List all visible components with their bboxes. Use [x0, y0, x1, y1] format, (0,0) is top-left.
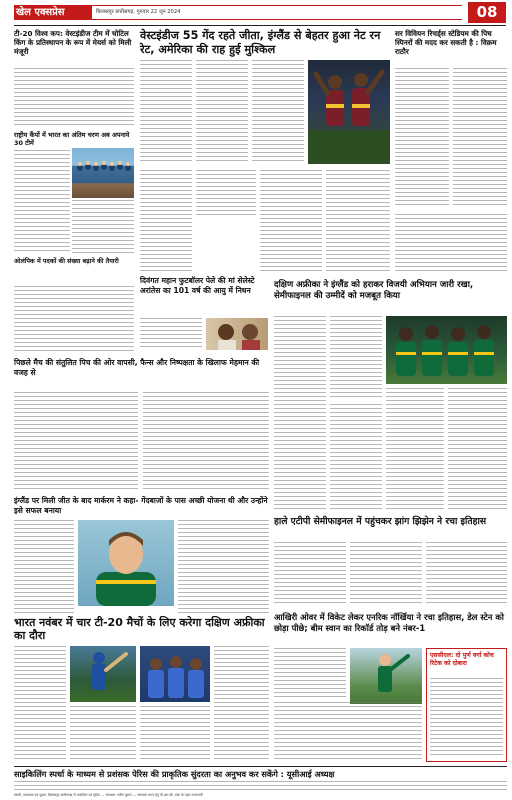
story-main-body-g — [326, 170, 390, 274]
story-olympic-body-b — [72, 200, 134, 254]
masthead-section-title: खेल एक्सप्रेस — [16, 7, 65, 18]
story-rathour-body-b — [453, 68, 507, 208]
story-sa-body-d — [448, 388, 507, 512]
story-olympic-body-a — [14, 150, 70, 212]
story-markram-body-b — [178, 520, 269, 614]
story-markram-body-a — [14, 520, 74, 614]
story-nortje-body-b — [274, 702, 422, 762]
story-india-body-b — [70, 706, 136, 762]
footer-imprint: स्वामी, प्रकाशक एवं मुद्रक: बिलासपुर छत्तीसगढ़ से प्रकाशित एवं मुद्रित — संपादक: नवीन कुमार — समाचार चयन हेतु पी.आर.बी. एक्ट के तहत उत्तरदायी — [14, 793, 203, 797]
bottom-rule — [14, 766, 507, 767]
story-olympic2-headline: ओलंपिक में पदकों की संख्या बढ़ाने की तैयारी — [14, 258, 119, 265]
story-zhang-body-c — [426, 542, 507, 606]
story-rathour-body-c — [395, 214, 507, 274]
story-rathour-headline: सर विवियन रिचर्ड्स स्टेडियम की पिच स्पिनरों की मदद कर सकती है : विक्रम राठौर — [395, 29, 497, 57]
story-pele-headline: दिवंगत महान फुटबॉलर पेले की मां सेलेस्टे अरांतेस का 101 वर्ष की आयु में निधन — [140, 276, 255, 295]
story-main-body-f — [260, 170, 322, 274]
story-main-body-a — [140, 60, 192, 164]
story-mayers-headline: टी-20 विश्व कप: वेस्टइंडीज टीम में चोटिल किंग के प्रतिस्थापन के रूप में मेयर्स को मिली मंजूरी — [14, 29, 132, 57]
story-sa-body-e — [330, 404, 382, 512]
story-zhang-body-a — [274, 542, 346, 606]
india-players-illustration — [140, 646, 210, 702]
story-zhang-body-b — [350, 542, 422, 606]
story-mayers-body — [14, 68, 134, 128]
story-olympic-body-c — [14, 214, 70, 254]
batsman-illustration — [70, 646, 136, 702]
story-main-headline: वेस्टइंडीज 55 गेंद रहते जीता, इंग्लैंड से बेहतर हुआ नेट रन रेट, अमेरिका की राह हुई मुश्किल — [140, 29, 381, 56]
story-nortje-headline: आखिरी ओवर में विकेट लेकर एनरिक नॉर्खिया ने रचा इतिहास, डेल स्टेन को छोड़ा पीछे; बीम स्वान का रिकॉर्ड तोड़ बने नंबर-1 — [274, 612, 504, 633]
story-main-body-c — [252, 60, 304, 164]
india-team-photo — [140, 646, 210, 702]
bowler-illustration — [350, 648, 422, 704]
nortje-photo — [350, 648, 422, 704]
story-india-tour-headline: भारत नवंबर में चार टी-20 मैचों के लिए करेगा दक्षिण अफ्रीका का दौरा — [14, 616, 265, 643]
story-markram-headline: इंग्लैंड पर मिली जीत के बाद मार्करम ने कहा- गेंदबाजों के पास अच्छी योजना थी और उन्होंने इसे सफल बनाया — [14, 496, 268, 515]
story-cycling-headline: साइकिलिंग स्पर्धा के माध्यम से प्रशंसक पेरिस की प्राकृतिक सुंदरता का अनुभव कर सकेंगे : यूसीआई अध्यक्ष — [14, 769, 335, 779]
story-rathour-body-a — [395, 68, 449, 208]
south-africa-team-photo — [386, 316, 507, 384]
story-main-body-d — [140, 170, 192, 274]
markram-portrait-illustration — [78, 520, 174, 606]
sa-players-illustration — [386, 316, 507, 384]
story-olympic2-body — [14, 286, 134, 354]
pele-portrait-illustration — [206, 318, 268, 350]
story-main-body-b — [196, 60, 248, 164]
masthead — [0, 0, 512, 22]
masthead-dateline: बिलासपुर छत्तीसगढ़, गुरुवार 22 जून 2024 — [96, 9, 181, 15]
story-zhang-headline: हाले एटीपी सेमीफाइनल में पहुंचकर झांग झिझेन ने रचा इतिहास — [274, 516, 487, 527]
story-main-body-e — [196, 170, 256, 218]
story-india-body-a — [14, 646, 66, 762]
story-pele-body-a — [140, 318, 202, 350]
story-sa-body-c — [386, 388, 444, 512]
story-pitch-body-b — [143, 392, 269, 492]
page-number: 08 — [476, 3, 498, 21]
west-indies-celebration-photo — [308, 60, 390, 164]
celebration-illustration — [308, 60, 390, 164]
story-sa-headline: दक्षिण अफ्रीका ने इंग्लैंड को हराकर विजयी अभियान जारी रखा, सेमीफाइनल की उम्मीदें को मजबूत किया — [274, 280, 474, 301]
india-batting-photo — [70, 646, 136, 702]
story-india-body-d — [214, 646, 269, 762]
team-group-photo — [72, 148, 134, 198]
story-india-body-c — [140, 706, 210, 762]
story-pitch-body-a — [14, 392, 138, 492]
boxed-story-body — [430, 678, 503, 758]
story-olympic-headline: राष्ट्रीय कैंपों में भारत का अंतिम चरण अब अपनाये 30 टीमें — [14, 131, 130, 147]
story-sa-body-b — [330, 316, 382, 400]
story-pitch-headline: पिछले मैच की संतुलित पिच की ओर वापसी, फैन्स और निष्पक्षता के खिलाफ मेहमान की वजह से — [14, 358, 260, 377]
markram-photo — [78, 520, 174, 606]
story-cycling-body — [14, 781, 507, 792]
story-sa-body-a — [274, 316, 326, 512]
story-nortje-body-a — [274, 648, 346, 698]
team-group-illustration — [72, 148, 134, 198]
boxed-story-headline: एससीएल: दो पुर्ण वर्गा कोच रिटेक को दोबारा — [430, 652, 494, 667]
masthead-rule — [14, 25, 506, 26]
pele-photo — [206, 318, 268, 350]
